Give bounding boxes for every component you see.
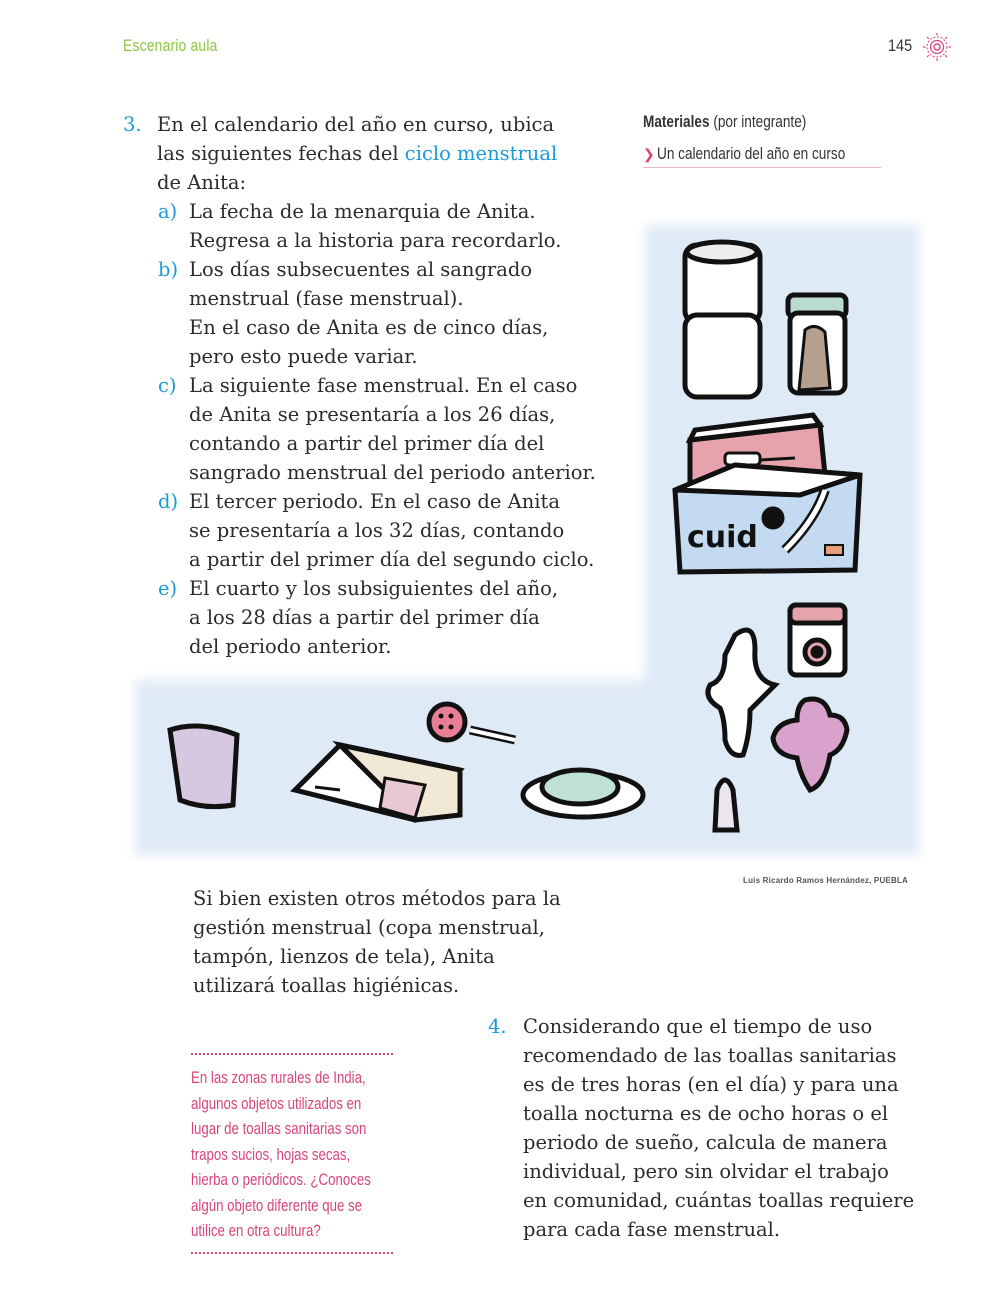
illustration-credit: Luis Ricardo Ramos Hernández, PUEBLA (743, 876, 909, 885)
pad-box-icon (675, 465, 860, 572)
menstrual-cup-icon (170, 726, 237, 807)
task-3-item-e: e) El cuarto y los subsiguientes del año, a los 28 días a partir del primer día del periodo anterior. (158, 577, 559, 658)
pad-box-label: cuid (687, 520, 758, 555)
task-3-intro-line3: de Anita: (157, 171, 247, 194)
task-3-item-a: a) La fecha de la menarquia de Anita. Regresa a la historia para recordarlo. (158, 200, 562, 252)
task-3-intro-line2: las siguientes fechas del ciclo menstrual (157, 142, 558, 165)
soap-dish-icon (523, 770, 643, 817)
jar-icon (788, 295, 846, 393)
sun-emblem-icon (922, 32, 952, 62)
task-3-item-b: b) Los días subsecuentes al sangrado menstrual (fase menstrual). En el caso de Anita es de cinco días, pero esto puede variar. (158, 258, 549, 368)
side-note: En las zonas rurales de India, algunos objetos utilizados en lugar de toallas sanitarias son trapos sucios, hojas secas, hierba o periódicos. ¿Conoces algún objeto diferente que se utilice en otra cultura? (191, 1053, 393, 1254)
materials-item: ❯ Un calendario del año en curso (643, 144, 881, 168)
page-number: 145 (888, 36, 913, 55)
task-4: 4. Considerando que el tiempo de uso recomendado de las toallas sanitarias es de tres horas (en el día) y para una toalla nocturna es de ocho horas o el periodo de sueño, calcula de manera individual, pero sin olvidar el trabajo en comunidad, cuántas toallas requiere para cada fase menstrual. (488, 1012, 938, 1244)
task-3-number: 3. (123, 113, 142, 136)
small-package-icon (790, 605, 845, 675)
double-chevron-icon: ❯ (643, 146, 655, 162)
materials-title: Materiales (por integrante) (643, 112, 807, 131)
section-title: Escenario aula (123, 36, 218, 55)
materials-box (643, 112, 883, 168)
methods-paragraph: Si bien existen otros métodos para la gestión menstrual (copa menstrual, tampón, lienzos de tela), Anita utilizará toallas higiénicas. (193, 887, 561, 997)
task-3 (123, 110, 643, 661)
tampon-icon (715, 780, 737, 830)
task-3-item-d: d) El tercer periodo. En el caso de Anita se presentaría a los 32 días, contando a partir del primer día del segundo ciclo. (158, 490, 595, 571)
toilet-paper-icon (685, 242, 760, 397)
term-ciclo-menstrual: ciclo menstrual (404, 142, 558, 165)
task-3-intro-line1: En el calendario del año en curso, ubica (157, 113, 555, 136)
task-3-item-c: c) La siguiente fase menstrual. En el caso de Anita se presentaría a los 26 días, contando a partir del primer día del sangrado menstrual del periodo anterior. (158, 374, 596, 484)
task-4-number: 4. (488, 1015, 507, 1038)
